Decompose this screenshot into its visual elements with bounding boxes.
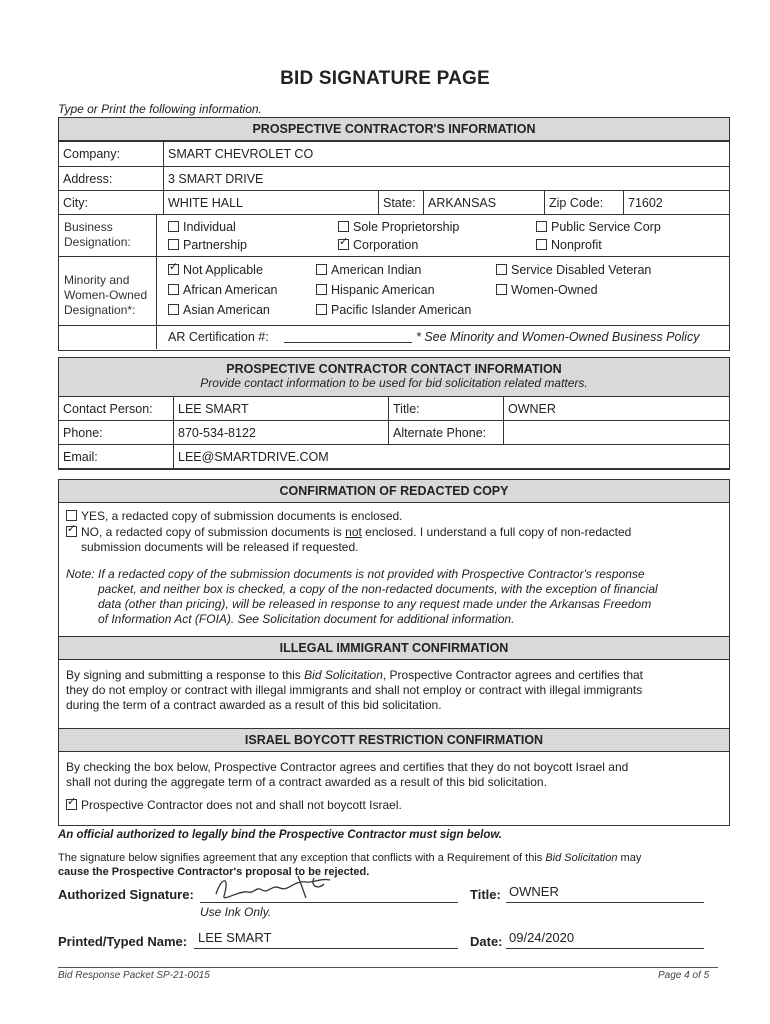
footer-right: Page 4 of 5 (658, 970, 710, 981)
alt-phone-value[interactable] (504, 421, 730, 445)
phone-label: Phone: (59, 421, 174, 445)
minority-option-hispanic-american[interactable]: Hispanic American (316, 283, 435, 297)
minority-label-line1: Minority and (64, 273, 130, 287)
state-label: State: (379, 191, 424, 215)
ar-certification-field[interactable] (284, 342, 412, 343)
city-label: City: (59, 191, 164, 215)
checkbox-icon[interactable] (168, 221, 179, 232)
date-value: 09/24/2020 (509, 930, 575, 945)
checkbox-icon[interactable] (66, 510, 77, 521)
handwritten-signature-icon (210, 872, 350, 904)
israel-line2: shall not during the aggregate term of a contract awarded as a result of this bid solicitation. (66, 775, 547, 789)
printed-name-field[interactable] (194, 948, 458, 949)
page-title: BID SIGNATURE PAGE (280, 68, 490, 89)
checkbox-checked-icon[interactable] (338, 239, 349, 250)
checkbox-icon[interactable] (536, 221, 547, 232)
minority-option-pacific-islander[interactable]: Pacific Islander American (316, 303, 471, 317)
phone-value[interactable]: 870-534-8122 (174, 421, 389, 445)
minority-option-service-disabled-veteran[interactable]: Service Disabled Veteran (496, 263, 651, 277)
date-field[interactable] (506, 948, 704, 949)
business-option-public-service-corp[interactable]: Public Service Corp (536, 220, 661, 234)
checkbox-icon[interactable] (338, 221, 349, 232)
company-label: Company: (59, 141, 164, 167)
redacted-note-line2: packet, and neither box is checked, a copy of the non-redacted documents, with the exception of financial (98, 582, 658, 596)
minority-option-not-applicable[interactable]: ✓Not Applicable (168, 263, 263, 277)
redacted-note-line3: data (other than pricing), will be released in response to any request made under the Arkansas Freedom (98, 597, 652, 611)
redacted-header: CONFIRMATION OF REDACTED COPY (58, 479, 730, 503)
address-label: Address: (59, 167, 164, 191)
checkbox-icon[interactable] (316, 304, 327, 315)
israel-line1: By checking the box below, Prospective Contractor agrees and certifies that they do not boycott Israel and (66, 760, 629, 774)
minority-label-line3: Designation*: (64, 303, 136, 317)
immigrant-line3: during the term of a contract awarded as a result of this bid solicitation. (66, 698, 442, 712)
redacted-note-line4: of Information Act (FOIA). See Solicitation document for additional information. (98, 612, 515, 626)
signature-title-value: OWNER (509, 884, 559, 899)
printed-name-value: LEE SMART (198, 930, 272, 945)
agreement-line2: cause the Prospective Contractor's proposal to be rejected. (58, 866, 370, 878)
immigrant-line2: they do not employ or contract with illegal immigrants and shall not employ or contract with illegal immigrants (66, 683, 643, 697)
immigrant-header: ILLEGAL IMMIGRANT CONFIRMATION (58, 636, 730, 660)
checkbox-icon[interactable] (316, 264, 327, 275)
authorized-signature-label: Authorized Signature: (58, 887, 194, 902)
printed-name-label: Printed/Typed Name: (58, 934, 188, 949)
checkbox-icon[interactable] (496, 284, 507, 295)
business-option-sole-proprietorship[interactable]: Sole Proprietorship (338, 220, 459, 234)
contact-person-label: Contact Person: (59, 397, 174, 421)
redacted-yes-option[interactable]: YES, a redacted copy of submission documents is enclosed. (66, 509, 726, 524)
minority-option-american-indian[interactable]: American Indian (316, 263, 421, 277)
use-ink-note: Use Ink Only. (200, 905, 272, 919)
contact-title-value[interactable]: OWNER (504, 397, 730, 421)
checkbox-icon[interactable] (168, 284, 179, 295)
minority-option-women-owned[interactable]: Women-Owned (496, 283, 598, 297)
minority-label-line2: Women-Owned (64, 288, 148, 302)
ar-certification-label: AR Certification #: (168, 330, 269, 344)
address-value[interactable]: 3 SMART DRIVE (164, 167, 730, 191)
redacted-no-continued: submission documents will be released if requested. (81, 540, 359, 554)
state-value[interactable]: ARKANSAS (424, 191, 545, 215)
agreement-line1: The signature below signifies agreement that any exception that conflicts with a Requirement of this Bid Solicitation may (58, 852, 642, 864)
signature-title-field[interactable] (506, 902, 704, 903)
instruction-text: Type or Print the following information. (58, 102, 262, 116)
contact-person-value[interactable]: LEE SMART (174, 397, 389, 421)
checkbox-icon[interactable] (168, 304, 179, 315)
official-note: An official authorized to legally bind the Prospective Contractor must sign below. (58, 829, 503, 841)
israel-header: ISRAEL BOYCOTT RESTRICTION CONFIRMATION (58, 728, 730, 752)
alt-phone-label: Alternate Phone: (389, 421, 504, 445)
checkbox-checked-icon[interactable] (66, 799, 77, 810)
city-value[interactable]: WHITE HALL (164, 191, 379, 215)
ar-certification-note: * See Minority and Women-Owned Business Policy (416, 330, 700, 344)
minority-option-african-american[interactable]: African American (168, 283, 277, 297)
email-value[interactable]: LEE@SMARTDRIVE.COM (174, 445, 730, 469)
footer-divider (58, 967, 718, 968)
zip-label: Zip Code: (545, 191, 624, 215)
business-label-line1: Business (64, 220, 113, 234)
business-label-line2: Designation: (64, 235, 131, 249)
checkbox-icon[interactable] (316, 284, 327, 295)
minority-option-asian-american[interactable]: Asian American (168, 303, 270, 317)
immigrant-line1: By signing and submitting a response to this Bid Solicitation, Prospective Contractor agrees and certifies that (66, 668, 644, 682)
redacted-no-option[interactable]: ✓NO, a redacted copy of submission documents is not enclosed. I understand a full copy of non-redacted (66, 525, 726, 540)
contact-info-header: PROSPECTIVE CONTRACTOR CONTACT INFORMATION (226, 362, 562, 376)
checkbox-checked-icon[interactable] (168, 264, 179, 275)
business-option-individual[interactable]: Individual (168, 220, 236, 234)
footer-left: Bid Response Packet SP-21-0015 (58, 970, 210, 981)
redacted-note-line1: Note: If a redacted copy of the submission documents is not provided with Prospective Contractor's response (66, 567, 645, 581)
contact-title-label: Title: (389, 397, 504, 421)
business-option-corporation[interactable]: ✓ Corporation (338, 238, 418, 252)
email-label: Email: (59, 445, 174, 469)
checkbox-icon[interactable] (496, 264, 507, 275)
checkbox-icon[interactable] (536, 239, 547, 250)
company-value[interactable]: SMART CHEVROLET CO (164, 141, 730, 167)
business-option-nonprofit[interactable]: Nonprofit (536, 238, 602, 252)
contact-info-subheader: Provide contact information to be used for bid solicitation related matters. (200, 376, 588, 390)
date-label: Date: (470, 934, 503, 949)
zip-value[interactable]: 71602 (624, 191, 730, 215)
israel-no-boycott-option[interactable]: ✓Prospective Contractor does not and shall not boycott Israel. (66, 798, 726, 813)
business-option-partnership[interactable]: Partnership (168, 238, 247, 252)
contractor-info-header: PROSPECTIVE CONTRACTOR'S INFORMATION (58, 117, 730, 142)
signature-title-label: Title: (470, 887, 501, 902)
checkbox-icon[interactable] (168, 239, 179, 250)
checkbox-checked-icon[interactable] (66, 526, 77, 537)
